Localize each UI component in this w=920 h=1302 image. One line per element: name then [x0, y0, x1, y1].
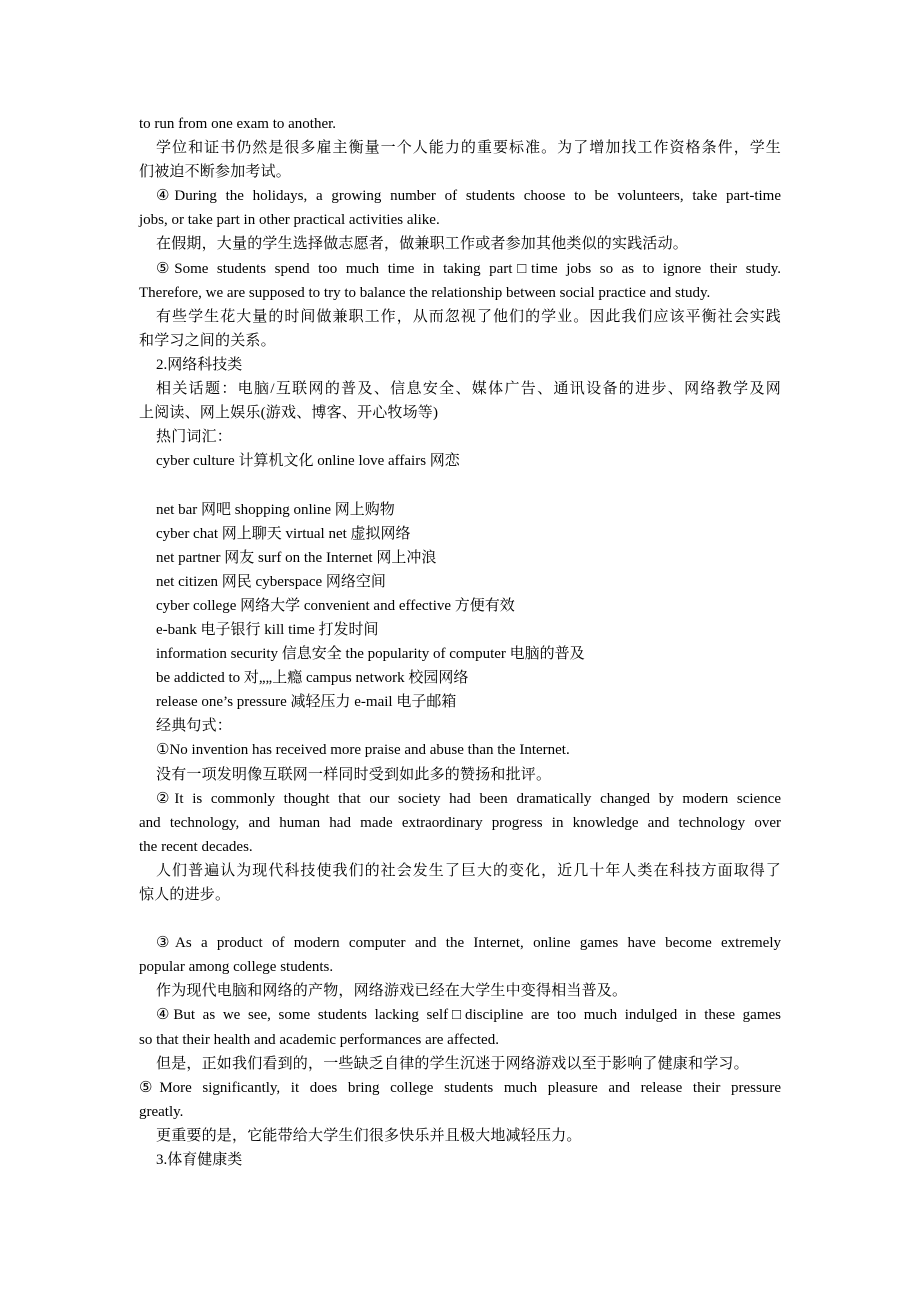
text-line: 相关话题：电脑/互联网的普及、信息安全、媒体广告、通讯设备的进步、网络教学及网 — [156, 381, 781, 398]
text-line: 没有一项发明像互联网一样同时受到如此多的赞扬和批评。 — [156, 766, 552, 783]
text-line: 们被迫不断参加考试。 — [139, 164, 292, 181]
text-line: 上阅读、网上娱乐(游戏、博客、开心牧场等) — [139, 405, 439, 422]
text-line: ①No invention has received more praise and abuse than the Internet. — [156, 742, 570, 759]
text-line: 学位和证书仍然是很多雇主衡量一个人能力的重要标准。为了增加找工作资格条件，学生 — [156, 140, 781, 157]
text-line: to run from one exam to another. — [139, 116, 337, 132]
document-page — [139, 112, 781, 1172]
text-line: Therefore, we are supposed to try to balance the relationship between social practice and study. — [139, 284, 711, 301]
text-line: ④During the holidays, a growing number of students choose to be volunteers, take part-time — [156, 188, 781, 205]
text-line: jobs, or take part in other practical activities alike. — [139, 212, 440, 229]
text-line: 作为现代电脑和网络的产物，网络游戏已经在大学生中变得相当普及。 — [156, 983, 628, 1000]
text-line: ⑤More significantly, it does bring college students much pleasure and release their pressure — [139, 1079, 781, 1096]
section-heading: 3.体育健康类 — [156, 1152, 243, 1169]
text-line: ③As a product of modern computer and the Internet, online games have become extremely — [156, 935, 781, 952]
text-line: so that their health and academic performances are affected. — [139, 1031, 499, 1048]
text-line: 但是，正如我们看到的，一些缺乏自律的学生沉迷于网络游戏以至于影响了健康和学习。 — [156, 1055, 749, 1072]
text-line: greatly. — [139, 1103, 184, 1120]
vocab-line: cyber college 网络大学 convenient and effective 方便有效 — [156, 597, 515, 614]
vocab-line: cyber culture 计算机文化 online love affairs 网恋 — [156, 453, 460, 470]
text-line: the recent decades. — [139, 838, 253, 855]
text-line: 人们普遍认为现代科技使我们的社会发生了巨大的变化，近几十年人类在科技方面取得了 — [156, 862, 781, 879]
vocab-line: net bar 网吧 shopping online 网上购物 — [156, 501, 395, 518]
vocab-line: net partner 网友 surf on the Internet 网上冲浪 — [156, 549, 437, 566]
vocab-line: net citizen 网民 cyberspace 网络空间 — [156, 573, 386, 590]
text-line: ④But as we see, some students lacking self□discipline are too much indulged in these games — [156, 1007, 781, 1024]
vocab-line: cyber chat 网上聊天 virtual net 虚拟网络 — [156, 525, 411, 542]
section-heading: 2.网络科技类 — [156, 356, 243, 373]
text-line: 经典句式： — [156, 718, 233, 735]
vocab-line: be addicted to 对„„上瘾 campus network 校园网络 — [156, 670, 469, 687]
text-line: 在假期，大量的学生选择做志愿者，做兼职工作或者参加其他类似的实践活动。 — [156, 236, 689, 253]
text-line: ②It is commonly thought that our society had been dramatically changed by modern science — [156, 790, 781, 807]
text-line: 有些学生花大量的时间做兼职工作，从而忽视了他们的学业。因此我们应该平衡社会实践 — [156, 308, 781, 325]
text-line: 和学习之间的关系。 — [139, 332, 276, 349]
vocab-line: release one’s pressure 减轻压力 e-mail 电子邮箱 — [156, 694, 457, 711]
blank-line — [139, 907, 781, 931]
blank-line — [139, 473, 781, 497]
text-line: 热门词汇： — [156, 429, 233, 446]
text-line: 惊人的进步。 — [139, 887, 231, 903]
vocab-line: e-bank 电子银行 kill time 打发时间 — [156, 621, 379, 638]
text-line: popular among college students. — [139, 959, 334, 976]
text-line: ⑤Some students spend too much time in taking part□time jobs so as to ignore their study. — [156, 260, 781, 277]
vocab-line: information security 信息安全 the popularity of computer 电脑的普及 — [156, 646, 585, 663]
text-line: 更重要的是，它能带给大学生们很多快乐并且极大地减轻压力。 — [156, 1127, 582, 1144]
text-line: and technology, and human had made extraordinary progress in knowledge and technology over — [139, 814, 781, 831]
